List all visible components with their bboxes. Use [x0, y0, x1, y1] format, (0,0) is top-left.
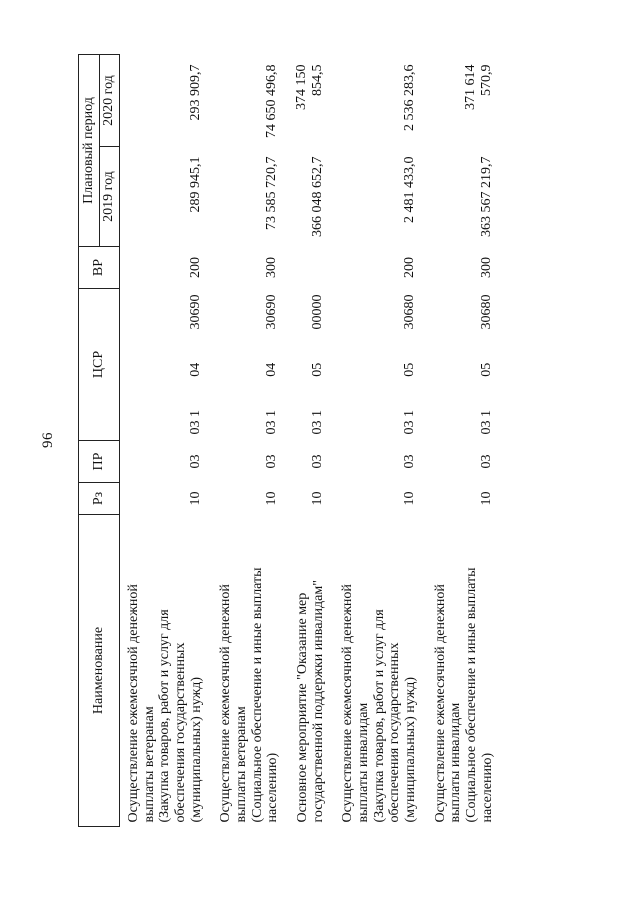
- row-name-line: Осуществление ежемесячной денежной: [218, 584, 234, 823]
- row-pr: 03: [187, 454, 203, 469]
- row-csr-part: 04: [187, 362, 203, 377]
- row-csr-part: 05: [309, 362, 325, 377]
- row-csr: [334, 289, 426, 441]
- row-name-line: Осуществление ежемесячной денежной: [340, 584, 356, 823]
- page-number: 96: [40, 432, 56, 448]
- row-csr-part: 03 1: [309, 410, 325, 435]
- header-row-1: [79, 54, 100, 826]
- row-csr: [120, 289, 213, 441]
- row-name: [120, 515, 213, 827]
- budget-table: [78, 54, 503, 827]
- row-name: [212, 515, 289, 827]
- header-vr: ВР: [79, 247, 120, 289]
- row-2019: 366 048 652,7: [309, 156, 325, 237]
- table-row: [427, 54, 504, 826]
- row-name-line: Осуществление ежемесячной денежной: [126, 584, 141, 823]
- row-csr-part: 03 1: [402, 410, 418, 435]
- table-row: [120, 54, 213, 826]
- row-pr: 03: [402, 454, 418, 469]
- row-vr: [289, 247, 334, 289]
- row-name-line: (муниципальных) нужд): [403, 676, 419, 823]
- row-csr-part: 05: [478, 362, 494, 377]
- row-csr-parts: [402, 291, 418, 439]
- row-rz: 10: [309, 491, 325, 506]
- row-name-line: выплаты ветеранам: [234, 706, 250, 823]
- row-name-line: (Социальное обеспечение и иные выплаты: [464, 567, 480, 823]
- row-2020: 74 650 496,8: [264, 64, 280, 138]
- table-row: [212, 54, 289, 826]
- row-csr-part: 03 1: [187, 410, 203, 435]
- table-row: [289, 54, 334, 826]
- row-2020: 374 150 854,5: [294, 64, 325, 110]
- row-name-line: Основное мероприятие "Оказание мер: [295, 592, 311, 823]
- row-name-line: Осуществление ежемесячной денежной: [432, 584, 448, 823]
- row-rz: 10: [187, 491, 203, 506]
- row-name-line: населению): [265, 752, 281, 823]
- row-csr-part: 03 1: [264, 410, 280, 435]
- row-csr-parts: [264, 291, 280, 439]
- budget-table-wrapper: [78, 54, 503, 827]
- header-2020: 2020 год: [99, 54, 120, 146]
- row-csr-part: 30680: [402, 294, 418, 330]
- row-name-line: выплаты инвалидам: [448, 702, 464, 823]
- row-name-line: выплаты инвалидам: [356, 702, 372, 823]
- row-vr: 300: [478, 257, 494, 278]
- header-name: Наименование: [79, 515, 120, 827]
- row-name-line: государственной поддержки инвалидам": [310, 580, 326, 823]
- row-rz: 10: [264, 491, 280, 506]
- row-name-line: обеспечения государственных: [173, 642, 189, 823]
- row-name: [334, 515, 426, 827]
- row-2019: 73 585 720,7: [264, 156, 280, 230]
- table-body: [120, 54, 504, 826]
- row-2020: 293 909,7: [187, 64, 203, 121]
- header-2019: 2019 год: [99, 147, 120, 247]
- row-name-line: (Социальное обеспечение и иные выплаты: [249, 567, 265, 823]
- header-rz: Рз: [79, 483, 120, 515]
- row-vr: 200: [402, 257, 418, 278]
- row-2020: 2 536 283,6: [402, 64, 418, 131]
- row-vr: 300: [264, 257, 280, 278]
- row-csr: [289, 289, 334, 441]
- row-csr-part: 30690: [187, 294, 203, 330]
- row-csr-part: 04: [264, 362, 280, 377]
- row-csr-part: 30690: [264, 294, 280, 330]
- row-csr-part: 05: [402, 362, 418, 377]
- row-pr: 03: [309, 454, 325, 469]
- row-2019: 2 481 433,0: [402, 156, 418, 223]
- row-2020: 371 614 570,9: [463, 64, 494, 110]
- row-name-line: (Закупка товаров, работ и услуг для: [157, 609, 173, 823]
- row-name-line: населению): [479, 752, 495, 823]
- row-name: [289, 515, 334, 827]
- row-name-line: (Закупка товаров, работ и услуг для: [371, 609, 387, 823]
- row-rz: 10: [402, 491, 418, 506]
- row-csr-parts: [479, 291, 495, 439]
- header-csr: ЦСР: [79, 289, 120, 441]
- header-planned-period: Плановый период: [79, 54, 100, 246]
- row-vr: 200: [187, 257, 203, 278]
- row-csr: [212, 289, 289, 441]
- row-pr: 03: [478, 454, 494, 469]
- row-2019: 363 567 219,7: [478, 156, 494, 237]
- table-row: [334, 54, 426, 826]
- row-csr: [427, 289, 504, 441]
- row-csr-parts: [188, 291, 204, 439]
- row-csr-part: 03 1: [478, 410, 494, 435]
- row-pr: 03: [264, 454, 280, 469]
- header-pr: ПР: [79, 441, 120, 483]
- row-name: [427, 515, 504, 827]
- row-2019: 289 945,1: [187, 156, 203, 213]
- row-name-line: обеспечения государственных: [387, 642, 403, 823]
- row-csr-part: 00000: [309, 294, 325, 330]
- row-name-line: выплаты ветеранам: [141, 706, 157, 823]
- row-csr-parts: [310, 291, 326, 439]
- row-rz: 10: [478, 491, 494, 506]
- row-csr-part: 30680: [478, 294, 494, 330]
- row-name-line: (муниципальных) нужд): [188, 676, 204, 823]
